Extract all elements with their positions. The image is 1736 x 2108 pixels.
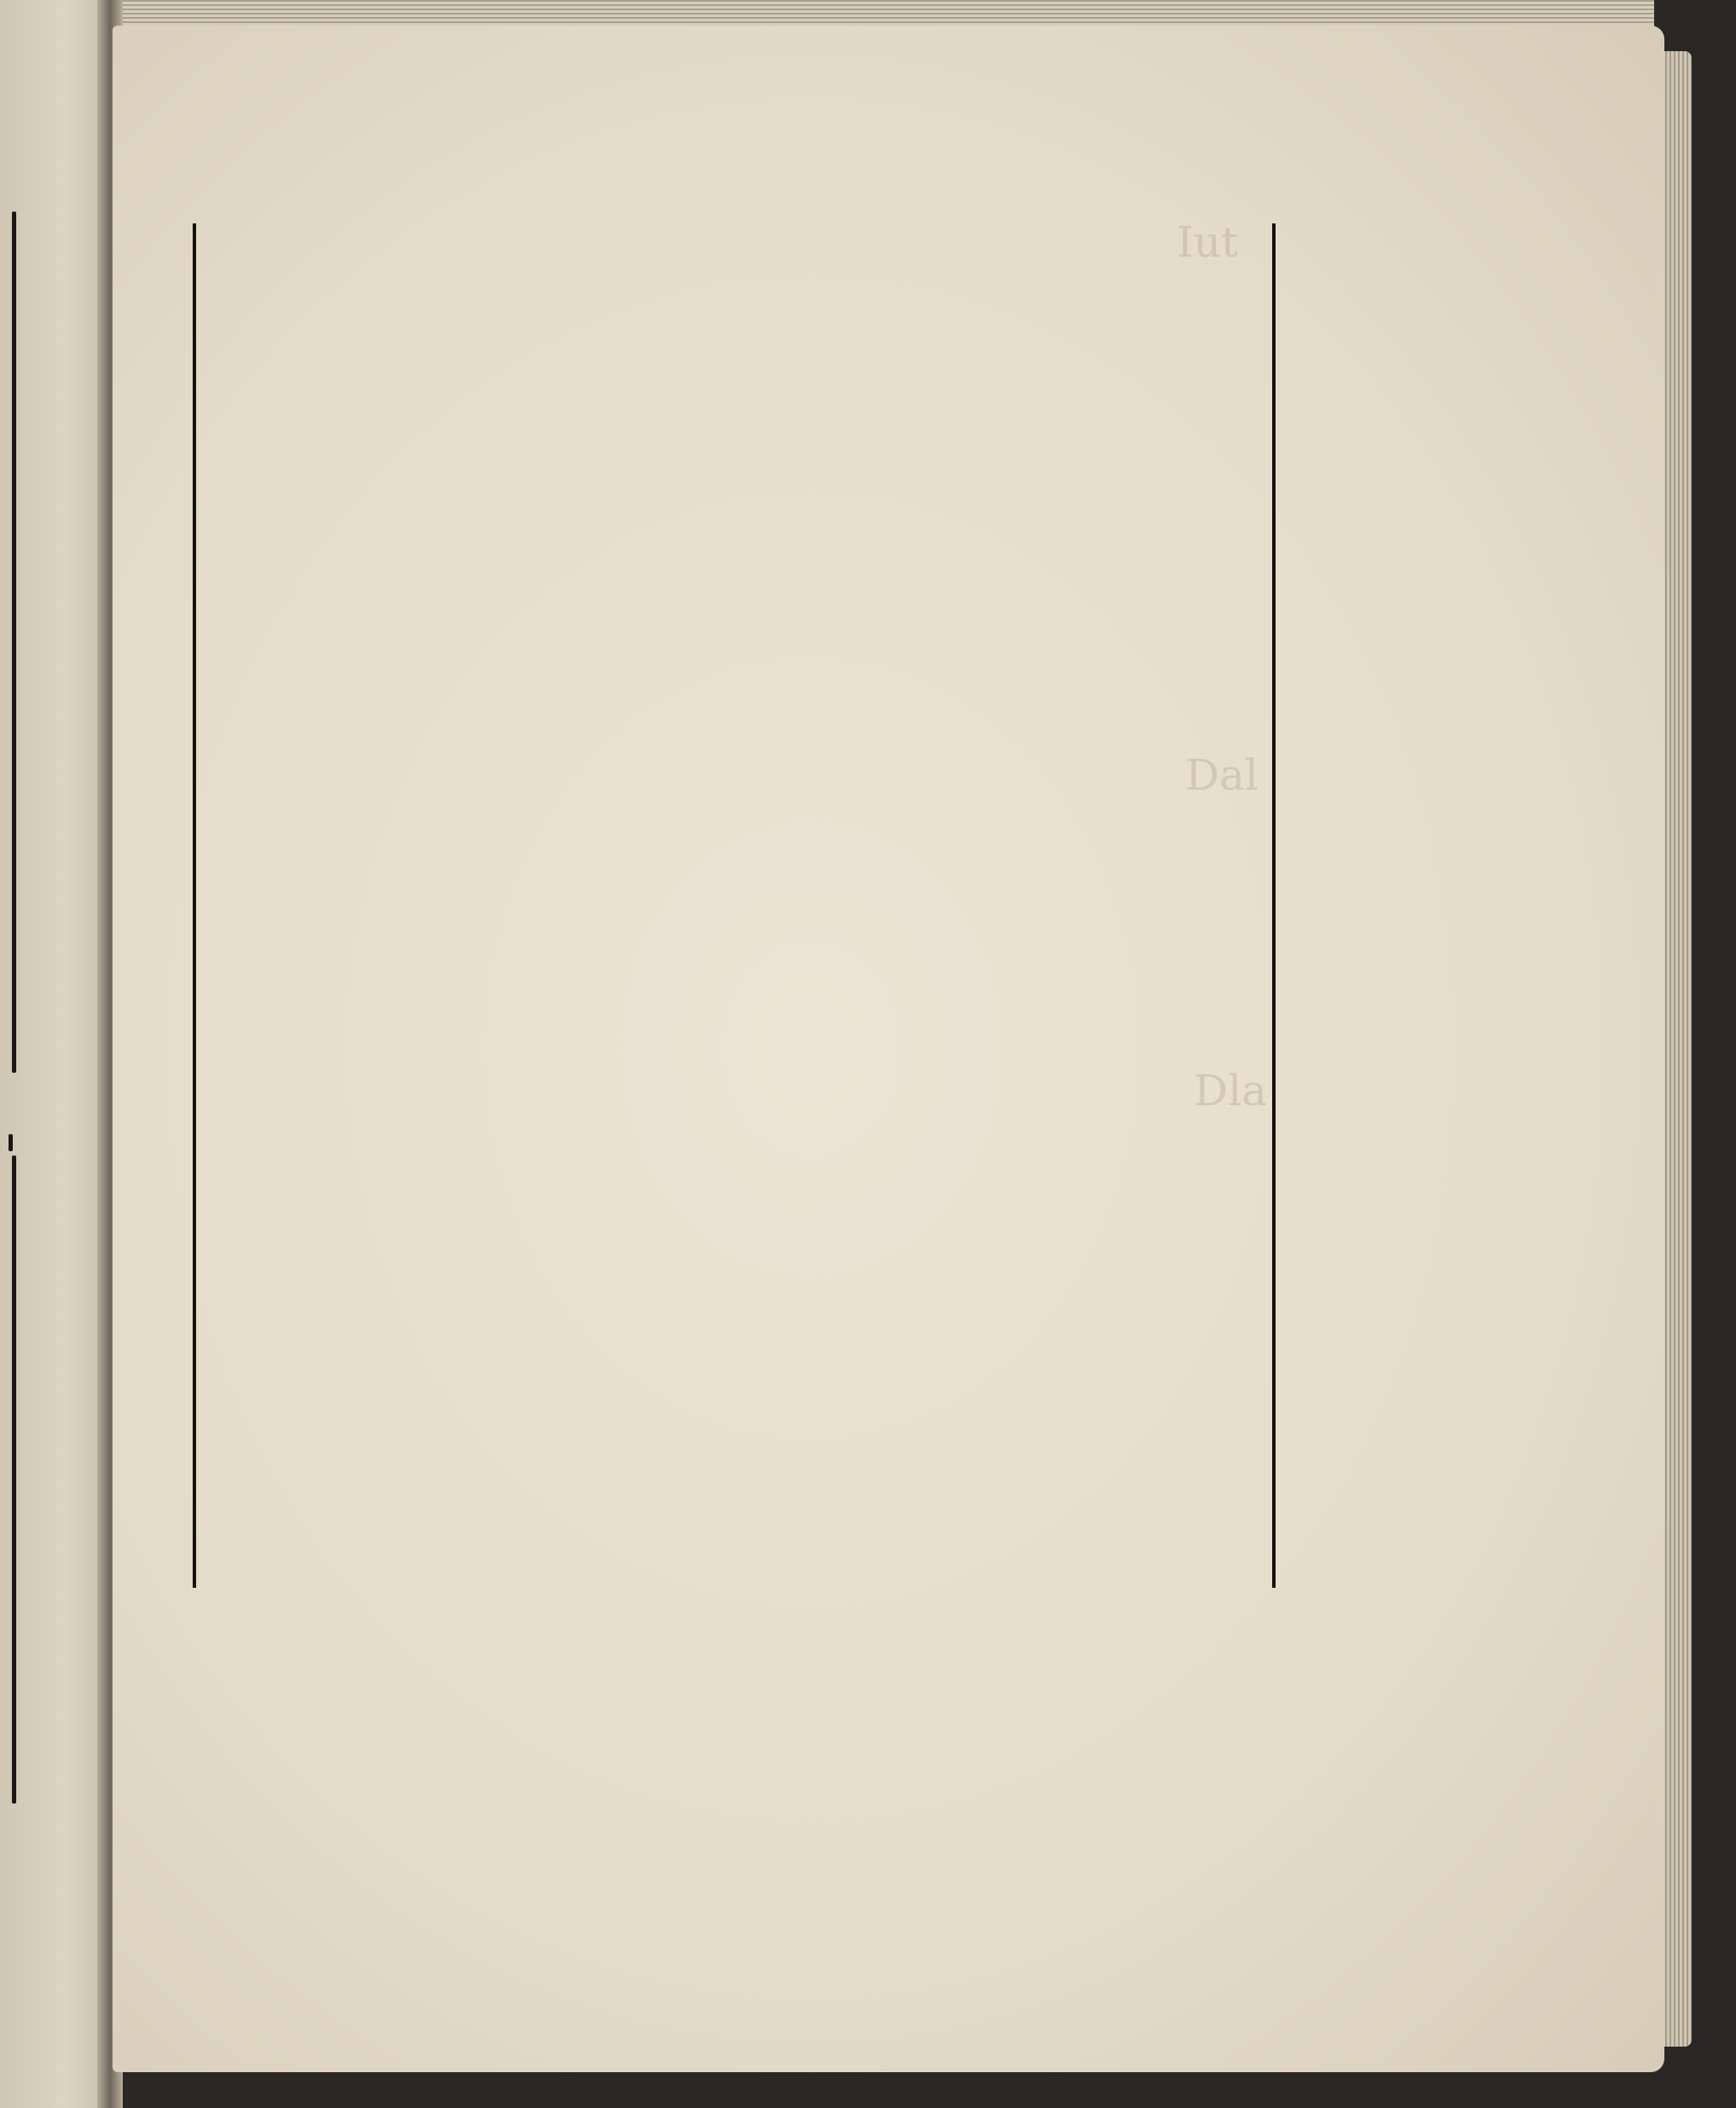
bleed-through-mark: Iut xyxy=(1177,217,1239,267)
right-page xyxy=(113,26,1664,2072)
left-page-rule xyxy=(12,211,16,1073)
left-page-rule-lower xyxy=(12,1155,16,1804)
ornament-border-bottom xyxy=(211,1595,1380,1680)
ornament-border-top xyxy=(189,153,1204,213)
ornament-border-right xyxy=(1279,153,1356,1595)
frame-inner-rule-left xyxy=(193,223,196,1588)
left-page-fragment xyxy=(0,0,109,2108)
bleed-through-mark: Dla xyxy=(1194,1066,1267,1115)
left-page-mark xyxy=(9,1134,13,1151)
frame-inner-rule-right xyxy=(1272,223,1276,1588)
bleed-through-mark: Dal xyxy=(1185,750,1259,800)
